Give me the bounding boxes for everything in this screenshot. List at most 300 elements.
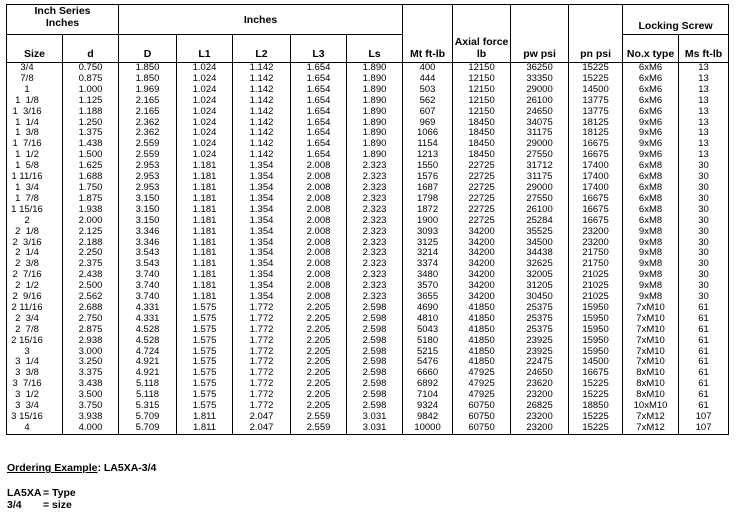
ms-cell: 30 [679,172,729,183]
l3-cell: 2.205 [291,379,347,390]
size-header: Size [7,35,63,63]
legend-line-size [7,499,76,511]
big-d-cell: 2.362 [119,128,177,139]
size-value: 3 3/8 [15,367,39,379]
ls-cell: 2.323 [347,292,403,303]
d-cell: 1.500 [63,150,119,161]
size-value: 1 1/4 [15,116,39,128]
l2-cell: 1.772 [233,357,291,368]
nox-type-cell: 7xM12 [623,412,679,423]
nox-type-cell: 7xM10 [623,357,679,368]
l1-cell: 1.575 [177,390,233,401]
pw-cell: 29000 [511,183,569,194]
pw-cell: 23200 [511,423,569,434]
ms-cell: 13 [679,107,729,118]
d-cell: 1.125 [63,96,119,107]
d-cell: 2.875 [63,325,119,336]
ms-cell: 61 [679,368,729,379]
ls-cell: 2.323 [347,194,403,205]
l2-cell: 1.772 [233,347,291,358]
l2-cell: 1.772 [233,336,291,347]
axial-force-cell: 12150 [453,96,511,107]
ls-cell: 1.890 [347,85,403,96]
big-d-cell: 2.559 [119,139,177,150]
l1-header: L1 [177,35,233,63]
pn-cell: 15950 [569,314,623,325]
mt-cell: 444 [403,74,453,85]
l3-cell: 1.654 [291,74,347,85]
ls-cell: 2.323 [347,205,403,216]
l2-cell: 1.142 [233,107,291,118]
mt-cell: 607 [403,107,453,118]
pn-cell: 15950 [569,325,623,336]
big-d-cell: 3.346 [119,238,177,249]
ms-cell: 30 [679,281,729,292]
pn-cell: 21025 [569,281,623,292]
nox-type-cell: 9xM6 [623,139,679,150]
l3-cell: 2.205 [291,390,347,401]
ms-cell: 13 [679,74,729,85]
axial-force-cell: 12150 [453,63,511,74]
pw-cell: 36250 [511,63,569,74]
pn-cell: 16675 [569,205,623,216]
nox-type-cell: 8xM10 [623,379,679,390]
ls-cell: 2.323 [347,238,403,249]
nox-type-cell: 9xM8 [623,270,679,281]
l1-cell: 1.024 [177,128,233,139]
ms-cell: 13 [679,150,729,161]
l2-cell: 1.354 [233,227,291,238]
nox-type-cell: 9xM8 [623,281,679,292]
nox-type-cell: 9xM6 [623,150,679,161]
size-value: 1 15/16 [11,203,43,215]
l1-cell: 1.575 [177,303,233,314]
size-value: 2 7/16 [12,269,42,281]
size-value: 3/4 [20,62,34,73]
axial-force-cell: 60750 [453,423,511,434]
l3-cell: 1.654 [291,118,347,129]
big-d-cell: 1.969 [119,85,177,96]
ls-cell: 2.598 [347,325,403,336]
axial-force-cell: 34200 [453,238,511,249]
l1-cell: 1.024 [177,107,233,118]
nox-type-cell: 6xM8 [623,183,679,194]
nox-type-cell: 6xM8 [623,172,679,183]
ms-cell: 13 [679,63,729,74]
size-cell [7,423,63,434]
l3-cell: 2.205 [291,368,347,379]
l2-cell: 1.354 [233,270,291,281]
mt-cell: 6892 [403,379,453,390]
ls-cell: 2.323 [347,183,403,194]
pw-cell: 23620 [511,379,569,390]
spec-table-body [7,63,729,435]
big-d-cell: 4.921 [119,368,177,379]
l3-cell: 2.008 [291,194,347,205]
ls-cell: 1.890 [347,150,403,161]
pw-cell: 26100 [511,205,569,216]
table-row [7,227,729,238]
d-cell: 2.438 [63,270,119,281]
nox-type-cell: 9xM8 [623,227,679,238]
mt-cell: 3093 [403,227,453,238]
size-cell [7,107,63,118]
big-d-cell: 3.543 [119,259,177,270]
mt-cell: 3655 [403,292,453,303]
legend-value: = Type [43,487,76,499]
mt-cell: 3125 [403,238,453,249]
pn-cell: 16675 [569,150,623,161]
pw-cell: 25375 [511,325,569,336]
table-row [7,107,729,118]
d-cell: 2.375 [63,259,119,270]
axial-force-cell: 60750 [453,412,511,423]
axial-force-cell: 18450 [453,139,511,150]
nox-type-cell: 6xM6 [623,63,679,74]
pw-cell: 32005 [511,270,569,281]
pw-cell: 34500 [511,238,569,249]
spec-table [6,4,729,435]
l1-cell: 1.181 [177,183,233,194]
nox-type-cell: 7xM10 [623,325,679,336]
pn-cell: 16675 [569,139,623,150]
axial-force-cell: 47925 [453,368,511,379]
pw-cell: 26100 [511,96,569,107]
pn-cell: 14500 [569,85,623,96]
mt-cell: 3570 [403,281,453,292]
pw-cell: 23925 [511,347,569,358]
l1-cell: 1.181 [177,281,233,292]
ls-cell: 2.598 [347,347,403,358]
big-d-cell: 3.740 [119,281,177,292]
pw-cell: 24650 [511,107,569,118]
d-cell: 1.000 [63,85,119,96]
d-cell: 2.750 [63,314,119,325]
l3-header: L3 [291,35,347,63]
axial-force-cell: 18450 [453,150,511,161]
pn-cell: 15225 [569,390,623,401]
pn-cell: 15950 [569,303,623,314]
l1-cell: 1.575 [177,379,233,390]
ls-cell: 1.890 [347,96,403,107]
big-d-cell: 2.953 [119,172,177,183]
d-cell: 3.375 [63,368,119,379]
axial-force-header: Axial force lb [453,5,511,63]
ls-cell: 1.890 [347,107,403,118]
pw-cell: 27550 [511,194,569,205]
big-d-header: D [119,35,177,63]
l1-cell: 1.181 [177,216,233,227]
l3-cell: 2.008 [291,216,347,227]
mt-cell: 1576 [403,172,453,183]
pw-cell: 34438 [511,248,569,259]
big-d-cell: 2.953 [119,183,177,194]
pn-cell: 15225 [569,74,623,85]
l1-cell: 1.575 [177,357,233,368]
mt-cell: 969 [403,118,453,129]
axial-force-cell: 41850 [453,325,511,336]
size-value: 2 9/16 [12,291,42,303]
size-value: 1 1/8 [15,94,39,106]
pw-cell: 23925 [511,336,569,347]
mt-cell: 1798 [403,194,453,205]
l2-cell: 1.772 [233,325,291,336]
big-d-cell: 4.331 [119,303,177,314]
pn-cell: 13775 [569,107,623,118]
mt-header: Mt ft-lb [403,5,453,63]
pw-cell: 22475 [511,357,569,368]
pw-cell: 25375 [511,303,569,314]
nox-type-cell: 9xM8 [623,238,679,249]
ls-cell: 2.598 [347,336,403,347]
l1-cell: 1.811 [177,412,233,423]
size-value: 2 [24,214,30,226]
d-cell: 1.750 [63,183,119,194]
big-d-cell: 5.709 [119,412,177,423]
ms-cell: 13 [679,85,729,96]
axial-force-cell: 22725 [453,172,511,183]
size-cell [7,96,63,107]
l3-cell: 2.008 [291,270,347,281]
axial-force-cell: 47925 [453,379,511,390]
mt-cell: 3374 [403,259,453,270]
ms-cell: 61 [679,336,729,347]
ms-cell: 30 [679,205,729,216]
l2-cell: 1.354 [233,259,291,270]
axial-force-cell: 41850 [453,314,511,325]
d-cell: 2.500 [63,281,119,292]
big-d-cell: 3.740 [119,270,177,281]
big-d-cell: 5.118 [119,390,177,401]
nox-type-cell: 6xM8 [623,205,679,216]
l3-cell: 2.008 [291,259,347,270]
ls-cell: 1.890 [347,74,403,85]
d-cell: 2.188 [63,238,119,249]
mt-cell: 10000 [403,423,453,434]
ls-cell: 2.323 [347,172,403,183]
axial-force-cell: 34200 [453,270,511,281]
l1-cell: 1.181 [177,292,233,303]
big-d-cell: 1.850 [119,63,177,74]
size-value: 1 5/8 [15,160,39,172]
l3-cell: 2.205 [291,336,347,347]
l1-cell: 1.181 [177,172,233,183]
pn-cell: 23200 [569,238,623,249]
ls-cell: 2.598 [347,401,403,412]
big-d-cell: 2.953 [119,161,177,172]
ls-cell: 2.323 [347,161,403,172]
size-value: 1 7/16 [12,138,42,150]
pn-cell: 21025 [569,292,623,303]
mt-cell: 1687 [403,183,453,194]
ms-cell: 30 [679,292,729,303]
l1-cell: 1.024 [177,150,233,161]
nox-type-cell: 9xM8 [623,292,679,303]
d-cell: 2.688 [63,303,119,314]
size-value: 1 1/2 [15,149,39,161]
table-row [7,336,729,347]
pw-cell: 33350 [511,74,569,85]
size-cell [7,74,63,85]
legend-key: LA5XA [7,487,42,499]
nox-type-cell: 6xM6 [623,107,679,118]
size-value: 3 3/4 [15,400,39,412]
l3-cell: 2.008 [291,172,347,183]
ls-cell: 1.890 [347,128,403,139]
pw-cell: 31712 [511,161,569,172]
l1-cell: 1.181 [177,227,233,238]
big-d-cell: 3.150 [119,194,177,205]
axial-force-cell: 47925 [453,390,511,401]
l3-cell: 1.654 [291,150,347,161]
size-value: 2 15/16 [11,334,43,346]
l2-cell: 1.354 [233,248,291,259]
nox-type-cell: 6xM6 [623,85,679,96]
size-cell [7,336,63,347]
d-cell: 1.938 [63,205,119,216]
l3-cell: 1.654 [291,96,347,107]
ls-cell: 2.323 [347,281,403,292]
mt-cell: 6660 [403,368,453,379]
mt-cell: 503 [403,85,453,96]
ordering-example: Ordering Example: LA5XA-3/4 [7,462,157,474]
size-cell [7,412,63,423]
size-value: 2 7/8 [15,323,39,335]
l1-cell: 1.575 [177,336,233,347]
d-cell: 1.250 [63,118,119,129]
pn-cell: 15950 [569,336,623,347]
l1-cell: 1.024 [177,85,233,96]
ls-cell: 2.323 [347,270,403,281]
axial-force-cell: 22725 [453,216,511,227]
l2-cell: 1.772 [233,379,291,390]
legend-line-type [7,487,76,499]
size-value: 2 3/16 [12,236,42,248]
l3-cell: 2.559 [291,423,347,434]
l2-cell: 1.354 [233,172,291,183]
nox-type-cell: 10xM10 [623,401,679,412]
l2-cell: 1.772 [233,314,291,325]
table-row [7,96,729,107]
axial-force-cell: 22725 [453,194,511,205]
pn-cell: 16675 [569,368,623,379]
l2-cell: 1.354 [233,216,291,227]
big-d-cell: 3.740 [119,292,177,303]
l1-cell: 1.024 [177,118,233,129]
pn-cell: 18850 [569,401,623,412]
axial-force-cell: 12150 [453,85,511,96]
pn-cell: 18125 [569,128,623,139]
ms-cell: 30 [679,259,729,270]
axial-force-cell: 22725 [453,183,511,194]
d-cell: 0.750 [63,63,119,74]
big-d-cell: 3.346 [119,227,177,238]
d-cell: 1.875 [63,194,119,205]
d-cell: 3.938 [63,412,119,423]
pw-cell: 29000 [511,85,569,96]
d-cell: 3.438 [63,379,119,390]
pn-cell: 21025 [569,270,623,281]
nox-type-cell: 9xM8 [623,259,679,270]
big-d-cell: 2.559 [119,150,177,161]
axial-force-cell: 34200 [453,248,511,259]
l2-cell: 1.354 [233,194,291,205]
ms-cell: 61 [679,357,729,368]
table-row [7,423,729,434]
pn-cell: 15225 [569,412,623,423]
nox-type-cell: 6xM6 [623,74,679,85]
l3-cell: 2.205 [291,357,347,368]
d-cell: 2.250 [63,248,119,259]
nox-type-cell: 6xM8 [623,161,679,172]
l2-cell: 1.354 [233,183,291,194]
axial-force-cell: 12150 [453,107,511,118]
ms-cell: 61 [679,379,729,390]
big-d-cell: 5.315 [119,401,177,412]
size-cell [7,63,63,74]
ls-cell: 2.323 [347,248,403,259]
l2-cell: 1.354 [233,238,291,249]
l2-cell: 2.047 [233,423,291,434]
size-cell [7,227,63,238]
inches-group-header: Inches [119,5,403,35]
pn-cell: 21750 [569,248,623,259]
mt-cell: 9324 [403,401,453,412]
mt-cell: 7104 [403,390,453,401]
pw-cell: 35525 [511,227,569,238]
mt-cell: 1066 [403,128,453,139]
pw-cell: 23200 [511,412,569,423]
d-cell: 1.625 [63,161,119,172]
nox-type-cell: 7xM10 [623,314,679,325]
big-d-cell: 2.362 [119,118,177,129]
ls-cell: 2.598 [347,379,403,390]
ms-cell: 30 [679,238,729,249]
big-d-cell: 4.528 [119,325,177,336]
d-cell: 2.562 [63,292,119,303]
axial-force-cell: 41850 [453,336,511,347]
ms-cell: 61 [679,347,729,358]
nox-type-cell: 8xM10 [623,368,679,379]
pn-cell: 13775 [569,96,623,107]
l3-cell: 1.654 [291,128,347,139]
l1-cell: 1.811 [177,423,233,434]
ls-cell: 2.323 [347,259,403,270]
l1-cell: 1.181 [177,248,233,259]
size-value: 2 1/4 [15,247,39,259]
l1-cell: 1.575 [177,401,233,412]
ls-cell: 2.598 [347,357,403,368]
ls-header: Ls [347,35,403,63]
ms-cell: 13 [679,96,729,107]
ms-cell: 61 [679,303,729,314]
d-cell: 3.250 [63,357,119,368]
pw-cell: 26825 [511,401,569,412]
pn-cell: 18125 [569,118,623,129]
big-d-cell: 5.709 [119,423,177,434]
mt-cell: 1154 [403,139,453,150]
d-header: d [63,35,119,63]
pw-cell: 27550 [511,150,569,161]
mt-cell: 1550 [403,161,453,172]
l1-cell: 1.024 [177,63,233,74]
big-d-cell: 1.850 [119,74,177,85]
ls-cell: 2.598 [347,390,403,401]
mt-cell: 1900 [403,216,453,227]
legend-value: = size [43,499,72,511]
ms-cell: 30 [679,183,729,194]
nox-type-cell: 6xM6 [623,96,679,107]
